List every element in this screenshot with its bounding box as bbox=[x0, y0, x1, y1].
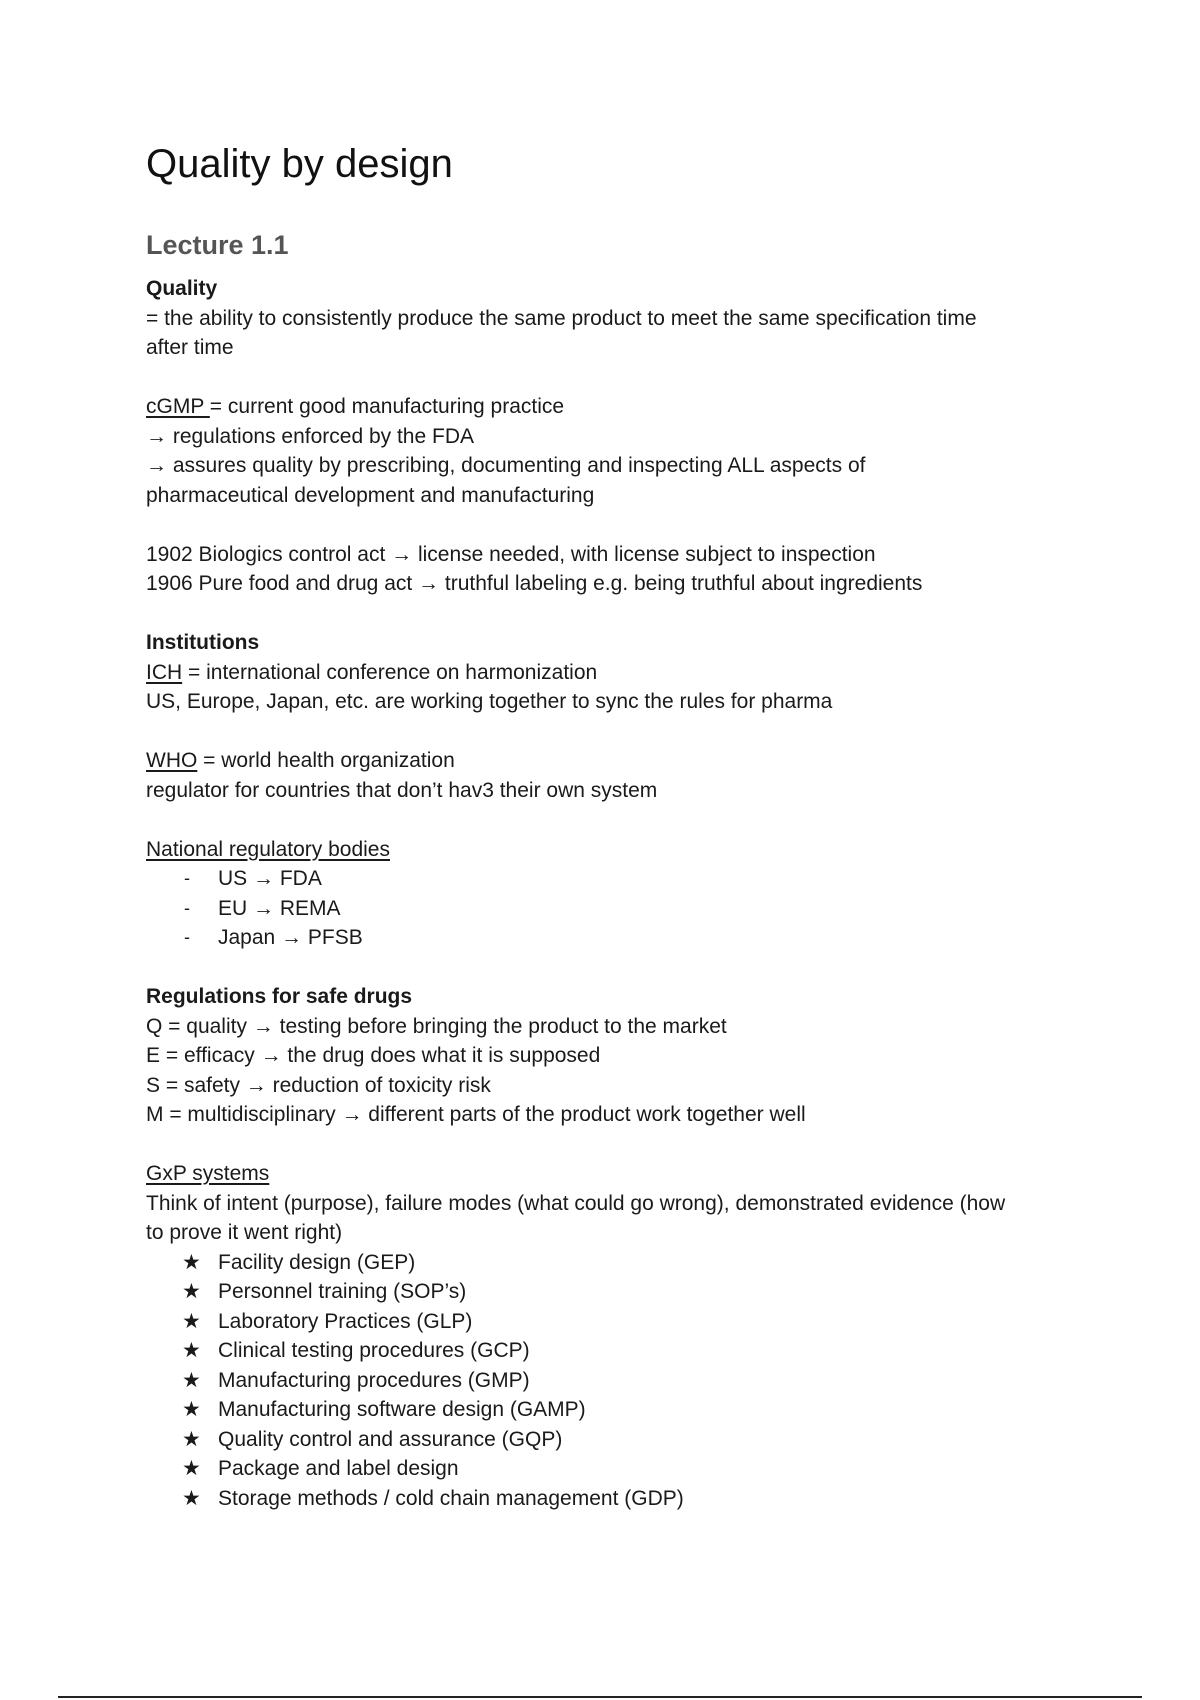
gxp-systems-list bbox=[146, 1248, 1086, 1514]
list-item bbox=[146, 1484, 1086, 1514]
star-icon: ★ bbox=[182, 1486, 201, 1510]
document-title: Quality by design bbox=[146, 142, 453, 186]
cgmp-point-2b: pharmaceutical development and manufacturing bbox=[146, 483, 595, 507]
gxp-item-text: Personnel training (SOP’s) bbox=[218, 1280, 467, 1303]
cgmp-definition: = current good manufacturing practice bbox=[209, 395, 565, 418]
quality-definition-line-2: after time bbox=[146, 336, 234, 359]
ich-definition-line bbox=[146, 658, 1086, 688]
cgmp-point-2a: → assures quality by prescribing, documenting and inspecting ALL aspects of bbox=[146, 454, 866, 477]
star-icon: ★ bbox=[182, 1368, 201, 1392]
list-item bbox=[146, 1395, 1086, 1425]
list-item bbox=[146, 1307, 1086, 1337]
ich-term: ICH bbox=[146, 660, 183, 684]
national-bodies-heading: National regulatory bodies bbox=[146, 837, 390, 861]
quality-definition-line-1: = the ability to consistently produce the same product to meet the same specification time bbox=[146, 306, 977, 330]
list-item bbox=[146, 1366, 1086, 1396]
national-body-us: US → FDA bbox=[218, 867, 322, 890]
spacer bbox=[146, 1130, 1086, 1160]
cgmp-term: cGMP bbox=[146, 395, 210, 418]
gxp-item-text: Storage methods / cold chain management (GDP) bbox=[218, 1486, 684, 1510]
ich-note: US, Europe, Japan, etc. are working together to sync the rules for pharma bbox=[146, 690, 833, 713]
list-item bbox=[146, 1425, 1086, 1455]
history-line-1902: 1902 Biologics control act → license needed, with license subject to inspection bbox=[146, 542, 876, 566]
regulations-heading: Regulations for safe drugs bbox=[146, 985, 413, 1008]
institutions-heading: Institutions bbox=[146, 631, 260, 654]
list-item bbox=[146, 923, 1086, 953]
gxp-item-text: Laboratory Practices (GLP) bbox=[218, 1309, 473, 1333]
star-icon: ★ bbox=[182, 1457, 201, 1480]
list-item bbox=[146, 1277, 1086, 1307]
document-body bbox=[146, 274, 1086, 1513]
list-item bbox=[146, 894, 1086, 924]
gxp-item-text: Package and label design bbox=[218, 1457, 459, 1480]
spacer bbox=[146, 805, 1086, 835]
list-item bbox=[146, 1336, 1086, 1366]
gxp-heading-line bbox=[146, 1159, 1086, 1189]
spacer bbox=[146, 599, 1086, 629]
who-definition: = world health organization bbox=[197, 749, 455, 772]
national-bodies-list bbox=[146, 864, 1086, 953]
list-item bbox=[146, 864, 1086, 894]
gxp-item-text: Manufacturing procedures (GMP) bbox=[218, 1368, 530, 1392]
star-icon: ★ bbox=[182, 1339, 201, 1362]
who-definition-line bbox=[146, 746, 1086, 776]
regulation-quality: Q = quality → testing before bringing the product to the market bbox=[146, 1014, 727, 1038]
gxp-intro-line-1: Think of intent (purpose), failure modes (what could go wrong), demonstrated evidence (how bbox=[146, 1191, 1006, 1215]
regulation-efficacy: E = efficacy → the drug does what it is supposed bbox=[146, 1044, 601, 1067]
dash-bullet: - bbox=[184, 897, 190, 918]
star-icon: ★ bbox=[182, 1280, 201, 1303]
gxp-intro-line-2: to prove it went right) bbox=[146, 1221, 343, 1244]
spacer bbox=[146, 717, 1086, 747]
national-body-japan: Japan → PFSB bbox=[218, 926, 363, 949]
gxp-item-text: Manufacturing software design (GAMP) bbox=[218, 1398, 586, 1421]
star-icon: ★ bbox=[182, 1398, 201, 1421]
gxp-item-text: Quality control and assurance (GQP) bbox=[218, 1427, 563, 1451]
dash-bullet: - bbox=[184, 868, 190, 888]
national-body-eu: EU → REMA bbox=[218, 896, 341, 920]
who-term: WHO bbox=[146, 749, 198, 772]
spacer bbox=[146, 363, 1086, 393]
gxp-item-text: Facility design (GEP) bbox=[218, 1250, 416, 1274]
national-bodies-heading-line bbox=[146, 835, 1086, 865]
regulation-multidisciplinary: M = multidisciplinary → different parts of the product work together well bbox=[146, 1103, 806, 1126]
gxp-item-text: Clinical testing procedures (GCP) bbox=[218, 1339, 530, 1362]
gxp-heading: GxP systems bbox=[146, 1162, 270, 1185]
dash-bullet: - bbox=[184, 927, 190, 947]
ich-definition: = international conference on harmonization bbox=[182, 660, 598, 684]
cgmp-definition-line bbox=[146, 392, 1086, 422]
spacer bbox=[146, 953, 1086, 983]
page-bottom-divider bbox=[58, 1696, 1142, 1698]
star-icon: ★ bbox=[182, 1250, 201, 1274]
star-icon: ★ bbox=[182, 1309, 201, 1333]
quality-heading: Quality bbox=[146, 277, 218, 300]
history-line-1906: 1906 Pure food and drug act → truthful labeling e.g. being truthful about ingredients bbox=[146, 572, 923, 595]
spacer bbox=[146, 510, 1086, 540]
regulation-safety: S = safety → reduction of toxicity risk bbox=[146, 1073, 491, 1097]
list-item bbox=[146, 1248, 1086, 1278]
cgmp-point-1: → regulations enforced by the FDA bbox=[146, 424, 475, 448]
list-item bbox=[146, 1454, 1086, 1484]
lecture-subtitle: Lecture 1.1 bbox=[146, 230, 289, 260]
who-note: regulator for countries that don’t hav3 their own system bbox=[146, 778, 658, 802]
star-icon: ★ bbox=[182, 1427, 201, 1451]
